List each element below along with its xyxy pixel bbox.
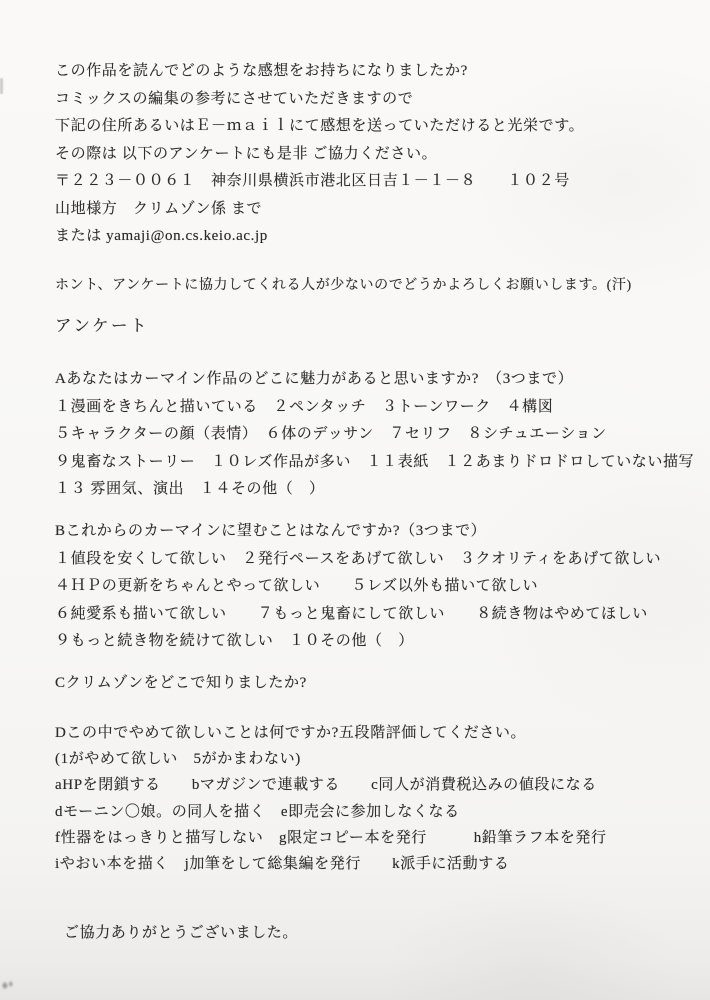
section-b-heading: Bこれからのカーマインに望むことはなんですか?（3つまで） (55, 523, 487, 539)
intro-line: この作品を読んでどのような感想をお持ちになりましたか? (55, 63, 468, 79)
intro-block (55, 58, 690, 251)
intro-line: 下記の住所あるいはＥ－ｍａｉｌにて感想を送っていただけると光栄です。 (55, 118, 585, 134)
section-b (55, 518, 690, 656)
plea-note: ホント、アンケートに協力してくれる人が少ないのでどうかよろしくお願いします。(汗) (55, 278, 632, 293)
section-d-scale-note: (1がやめて欲しい 5がかまわない) (55, 751, 301, 768)
scan-smudge (1, 975, 14, 990)
note-block (55, 272, 690, 300)
section-c (55, 670, 690, 698)
intro-line: その際は 以下のアンケートにも是非 ご協力ください。 (55, 145, 438, 162)
section-d-option-line: f性器をはっきりと描写しない g限定コピー本を発行 h鉛筆ラフ本を発行 (55, 829, 607, 846)
mailing-address-line: 〒２２３－００６１ 神奈川県横浜市港北区日吉１－１－８ １０２号 (55, 173, 570, 189)
survey-title: アンケート (55, 316, 150, 335)
closing-line: ご協力ありがとうございました。 (64, 925, 299, 941)
section-c-heading: Cクリムゾンをどこで知りましたか? (55, 675, 307, 691)
section-d-option-line: iやおい本を描く j加筆をして総集編を発行 k派手に活動する (55, 856, 510, 873)
section-b-option-line: ４ＨＰの更新をちゃんとやって欲しい ５レズ以外も描いて欲しい (55, 578, 539, 594)
addressee-line: 山地様方 クリムゾン係 まで (55, 200, 263, 217)
survey-title-block (55, 312, 690, 340)
intro-line: コミックスの編集の参考にさせていただきますので (55, 90, 414, 107)
section-a-option-line: １漫画をきちんと描いている ２ペンタッチ ３トーンワーク ４構図 (55, 398, 554, 415)
section-a-option-line: ９鬼畜なストーリー １０レズ作品が多い １１表紙 １２あまりドロドロしていない描写 (55, 453, 695, 470)
section-a-option-line: ５キャラクターの顔（表情） ６体のデッサン ７セリフ ８シチュエーション (55, 426, 607, 442)
section-b-option-line: ６純愛系も描いて欲しい ７もっと鬼畜にして欲しい ８続き物はやめてほしい (55, 605, 648, 622)
section-d (55, 720, 690, 877)
closing-block (64, 920, 690, 948)
scan-edge-artifact (0, 78, 3, 94)
section-b-option-line: １値段を安くして欲しい ２発行ペースをあげて欲しい ３クオリティをあげて欲しい (55, 550, 662, 567)
section-d-option-line: aHPを閉鎖する bマガジンで連載する c同人が消費税込みの値段になる (55, 777, 597, 794)
email-line: または yamaji@on.cs.keio.ac.jp (55, 228, 268, 244)
section-d-heading: Dこの中でやめて欲しいことは何ですか?五段階評価してください。 (55, 725, 527, 741)
section-d-option-line: dモーニン〇娘。の同人を描く e即売会に参加しなくなる (55, 803, 460, 820)
section-a-heading: Aあなたはカーマイン作品のどこに魅力があると思いますか? （3つまで） (55, 371, 574, 387)
section-a (55, 366, 695, 504)
section-a-option-line: １３ 雰囲気、演出 １４その他（ ） (55, 481, 325, 497)
section-b-option-line: ９もっと続き物を続けて欲しい １０その他（ ） (55, 633, 414, 649)
